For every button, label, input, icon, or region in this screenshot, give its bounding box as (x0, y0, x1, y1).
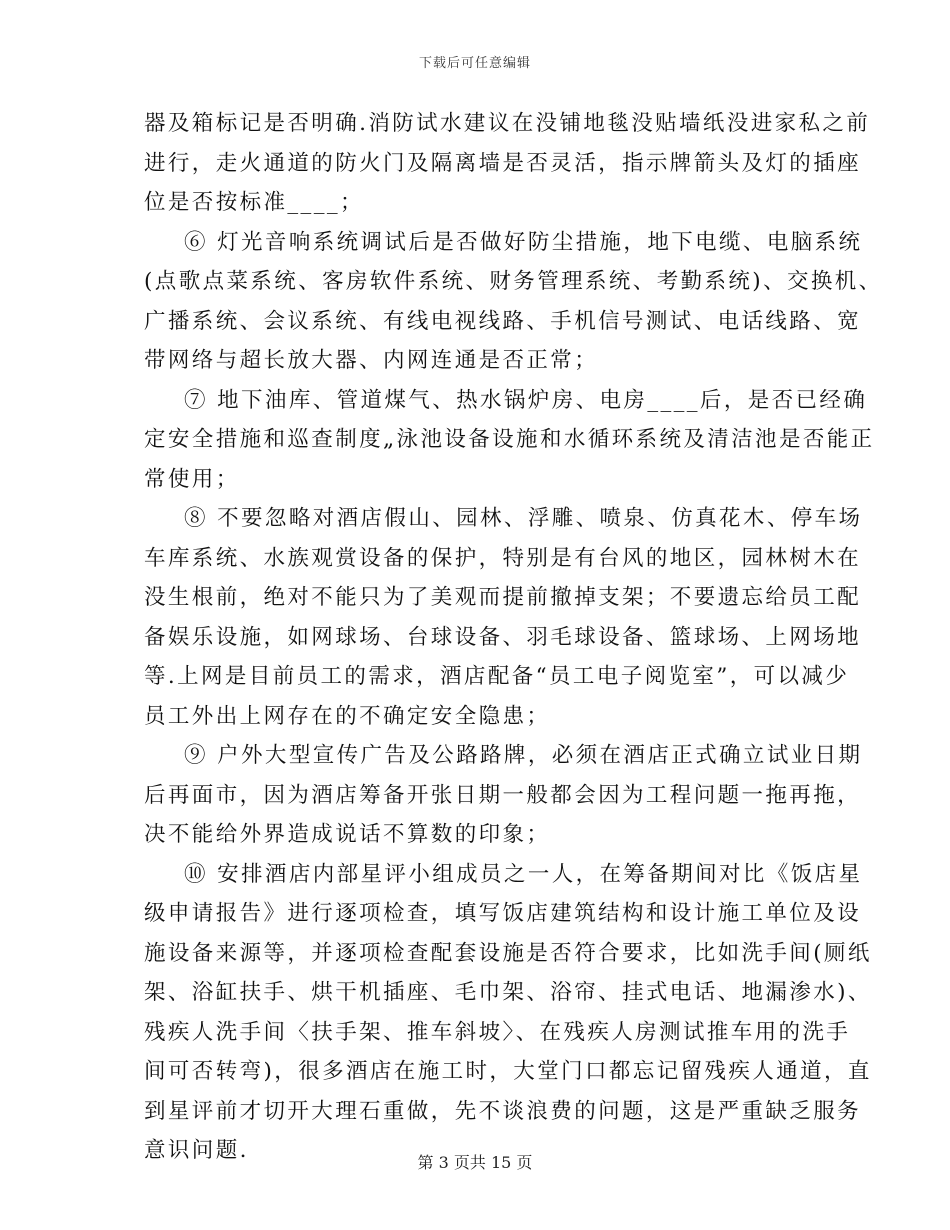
document-body (144, 104, 883, 1171)
text-line: 备娱乐设施，如网球场、台球设备、羽毛球设备、篮球场、上网场地 (144, 624, 862, 650)
text-line: 决不能给外界造成说话不算数的印象； (144, 822, 551, 847)
text-line: 常使用； (144, 466, 240, 492)
text-line: 意识问题. (144, 1138, 249, 1163)
text-line: 等.上网是目前员工的需求，酒店配备“员工电子阅览室”，可以减少 (144, 664, 850, 689)
text-line: 定安全措施和巡查制度„泳池设备设施和水循环系统及清洁池是否能正 (144, 427, 875, 452)
text-line: 间可否转弯)，很多酒店在施工时，大堂门口都忘记留残疾人通道，直 (144, 1059, 872, 1084)
text-line: 后再面市，因为酒店筹备开张日期一般都会因为工程问题一拖再拖， (144, 782, 862, 808)
text-line: ⑨ 户外大型宣传广告及公路路牌，必须在酒店正式确立试业日期 (184, 743, 863, 768)
text-line: 广播系统、会议系统、有线电视线路、手机信号测试、电话线路、宽 (144, 308, 862, 334)
text-line: 架、浴缸扶手、烘干机插座、毛巾架、浴帘、挂式电话、地漏渗水)、 (144, 980, 872, 1005)
text-line: ⑦ 地下油库、管道煤气、热水锅炉房、电房____后，是否已经确 (184, 387, 868, 413)
text-line: ⑥ 灯光音响系统调试后是否做好防尘措施，地下电缆、电脑系统 (184, 229, 863, 255)
text-line: 带网络与超长放大器、内网连通是否正常； (144, 348, 599, 373)
text-line: ⑧ 不要忽略对酒店假山、园林、浮雕、喷泉、仿真花木、停车场 (184, 506, 863, 531)
text-line: 残疾人洗手间〈扶手架、推车斜坡〉、在残疾人房测试推车用的洗手 (144, 1019, 851, 1045)
text-line: 车库系统、水族观赏设备的保护，特别是有台风的地区，园林树木在 (144, 545, 862, 571)
text-line: 到星评前才切开大理石重做，先不谈浪费的问题，这是严重缺乏服务 (144, 1098, 862, 1124)
text-line: 进行，走火通道的防火门及隔离墙是否灵活，指示牌箭头及灯的插座 (144, 150, 862, 176)
text-line: 施设备来源等，并逐项检查配套设施是否符合要求，比如洗手间(厕纸 (144, 940, 872, 966)
text-line: ⑩ 安排酒店内部星评小组成员之一人，在筹备期间对比《饭店星 (184, 861, 863, 887)
text-line: 位是否按标准____； (144, 190, 364, 215)
text-line: (点歌点菜系统、客房软件系统、财务管理系统、考勤系统)、交换机、 (144, 269, 883, 294)
text-line: 器及箱标记是否明确.消防试水建议在没铺地毯没贴墙纸没进家私之前 (144, 111, 871, 136)
text-line: 员工外出上网存在的不确定安全隐患； (144, 703, 551, 729)
page-header: 下载后可任意编辑 (418, 56, 531, 71)
text-line: 没生根前，绝对不能只为了美观而提前撤掉支架；不要遗忘给员工配 (144, 585, 862, 610)
page-footer: 第 3 页共 15 页 (417, 1153, 533, 1172)
text-line: 级申请报告》进行逐项检查，填写饭店建筑结构和设计施工单位及设 (144, 901, 862, 926)
